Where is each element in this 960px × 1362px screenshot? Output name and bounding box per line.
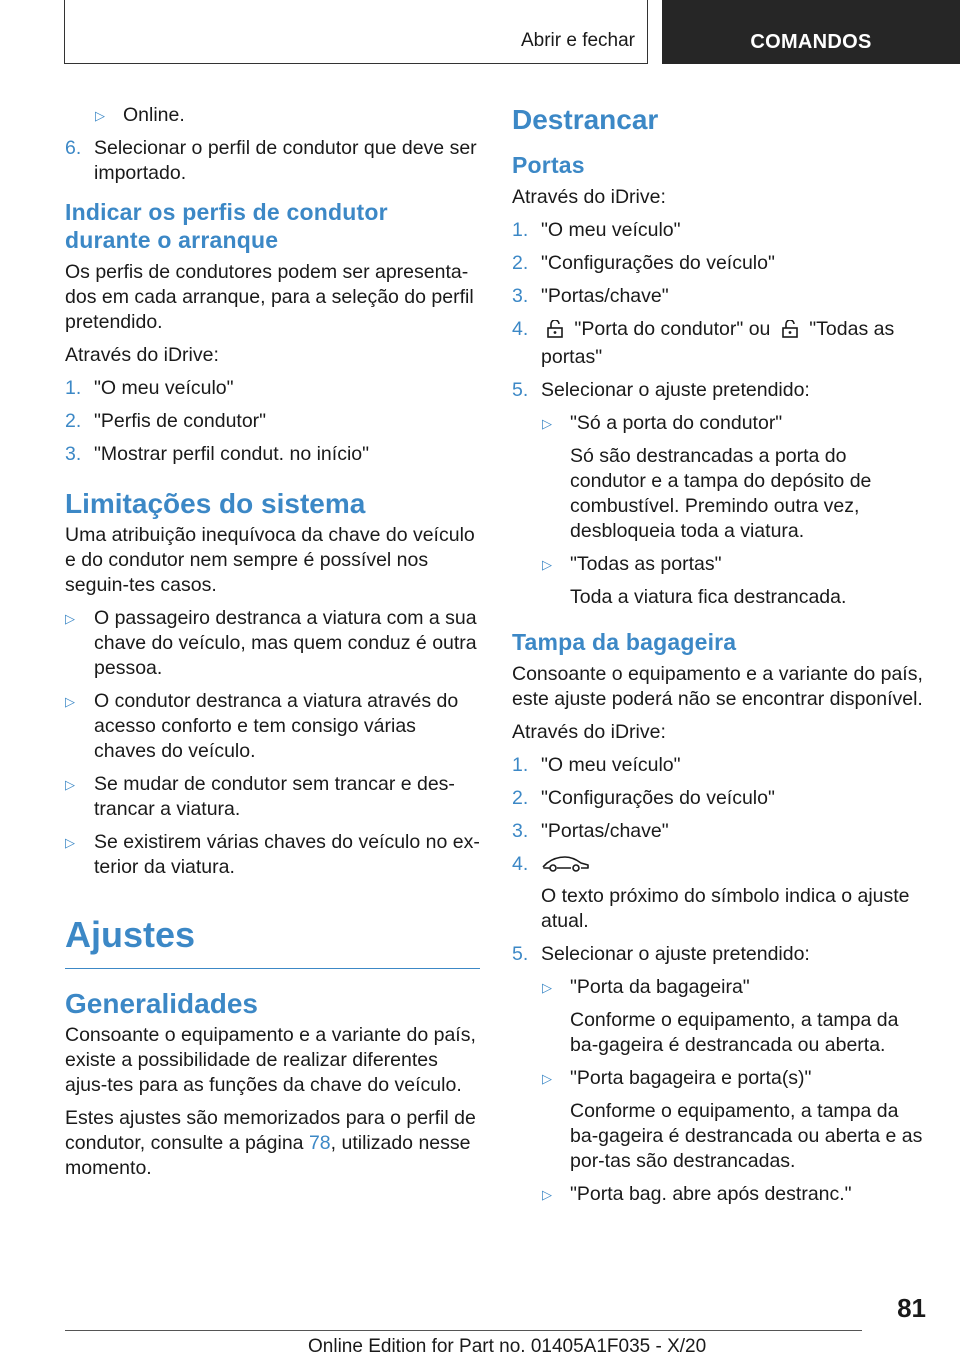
list-item	[65, 689, 480, 764]
step-number: 4.	[512, 853, 529, 875]
step-text: "Configurações do veículo"	[541, 252, 775, 274]
list-item	[65, 830, 480, 880]
option-label: "Todas as portas"	[570, 553, 722, 575]
step-text: "Porta do condutor" ou	[574, 318, 771, 340]
list-item	[512, 218, 927, 243]
step-number: 1.	[512, 219, 529, 241]
step-text: "Mostrar perfil condut. no início"	[94, 443, 370, 465]
heading-tampa-bagageira: Tampa da bagageira	[512, 629, 737, 655]
option-description: Só são destrancadas a porta do condutor e a tampa do depósito de combustível. Premindo outra vez, desbloqueia toda a viatura.	[570, 445, 872, 542]
option-description: Toda a viatura fica destrancada.	[570, 586, 847, 608]
step-text: Selecionar o ajuste pretendido:	[541, 943, 810, 965]
step-text: "Portas/chave"	[541, 285, 669, 307]
option-label: "Porta da bagageira"	[570, 976, 750, 998]
step-number: 5.	[512, 379, 529, 401]
bullet-text: Se mudar de condutor sem trancar e des-trancar a viatura.	[94, 773, 455, 820]
step-text: Selecionar o perfil de condutor que deve ser importado.	[94, 137, 477, 184]
list-item	[512, 975, 927, 1000]
heading-destrancar: Destrancar	[512, 104, 659, 135]
step-number: 1.	[65, 377, 82, 399]
left-column	[65, 103, 480, 1189]
heading-ajustes: Ajustes	[65, 914, 480, 969]
heading-portas: Portas	[512, 152, 585, 178]
paragraph-tampa: Consoante o equipamento e a variante do país, este ajuste poderá não se encontrar disponível.	[512, 663, 923, 710]
page-number: 81	[897, 1293, 926, 1323]
page-link[interactable]: 78	[308, 1132, 331, 1154]
list-item	[512, 819, 927, 844]
triangle-right-icon: ▷	[542, 1071, 552, 1086]
step-number: 2.	[512, 252, 529, 274]
triangle-right-icon: ▷	[542, 557, 552, 572]
bullet-list	[65, 606, 480, 880]
door-unlock-icon	[780, 320, 800, 345]
list-item	[512, 852, 927, 880]
paragraph-idrive: Através do iDrive:	[65, 344, 219, 366]
step-number: 2.	[512, 787, 529, 809]
option-description: Conforme o equipamento, a tampa da ba-gageira é destrancada ou aberta.	[570, 1009, 899, 1056]
paragraph-indicar: Os perfis de condutores podem ser apresenta-dos em cada arranque, para a seleção do perfil pretendido.	[65, 261, 474, 333]
triangle-right-icon: ▷	[65, 611, 75, 626]
triangle-right-icon: ▷	[65, 835, 75, 850]
list-item	[512, 786, 927, 811]
step-number: 3.	[512, 285, 529, 307]
step-text: "O meu veículo"	[94, 377, 234, 399]
paragraph-limitacoes: Uma atribuição inequívoca da chave do veículo e do condutor nem sempre é possível nos seguin-tes casos.	[65, 524, 475, 596]
list-item	[65, 376, 480, 401]
step-number: 6.	[65, 137, 82, 159]
list-item	[65, 442, 480, 467]
step-description: O texto próximo do símbolo indica o ajuste atual.	[541, 885, 910, 932]
door-unlock-icon	[545, 320, 565, 345]
list-item	[512, 411, 927, 436]
step-text: "Todas as portas"	[541, 318, 895, 368]
header-chapter-tab: COMANDOS	[662, 0, 960, 64]
triangle-right-icon: ▷	[65, 694, 75, 709]
heading-generalidades: Generalidades	[65, 988, 258, 1019]
triangle-right-icon: ▷	[65, 777, 75, 792]
bullet-text: O passageiro destranca a viatura com a sua chave do veículo, mas quem conduz é outra pessoa.	[94, 607, 477, 679]
triangle-right-icon: ▷	[542, 980, 552, 995]
option-label: "Só a porta do condutor"	[570, 412, 783, 434]
list-item	[65, 136, 480, 186]
step-text: "Perfis de condutor"	[94, 410, 267, 432]
list-item	[512, 317, 927, 370]
header-frame	[64, 0, 648, 64]
list-item	[512, 1182, 927, 1207]
step-number: 4.	[512, 318, 529, 340]
list-item	[65, 772, 480, 822]
header-section-title: Abrir e fechar	[520, 30, 635, 51]
list-item	[65, 103, 480, 128]
triangle-right-icon: ▷	[542, 1187, 552, 1202]
step-number: 3.	[512, 820, 529, 842]
triangle-right-icon: ▷	[542, 416, 552, 431]
bullet-text: O condutor destranca a viatura através do acesso conforto e tem consigo várias chaves do veículo.	[94, 690, 459, 762]
list-item	[65, 409, 480, 434]
list-item	[512, 942, 927, 967]
footer-edition: Online Edition for Part no. 01405A1F035 - X/20	[308, 1336, 707, 1357]
step-number: 2.	[65, 410, 82, 432]
steps-list	[65, 376, 480, 467]
step-text: "O meu veículo"	[541, 219, 681, 241]
list-item	[512, 552, 927, 577]
paragraph-generalidades: Consoante o equipamento e a variante do país, existe a possibilidade de realizar diferentes ajus-tes para as funções da chave do veículo.	[65, 1024, 476, 1096]
step-text: "O meu veículo"	[541, 754, 681, 776]
heading-indicar-perfis: Indicar os perfis de condutor durante o arranque	[65, 199, 388, 253]
option-label: "Porta bag. abre após destranc."	[570, 1183, 852, 1205]
bullet-text: Se existirem várias chaves do veículo no ex-terior da viatura.	[94, 831, 480, 878]
triangle-right-icon: ▷	[95, 108, 105, 123]
list-item	[512, 378, 927, 403]
memo-text-a: Estes ajustes são memorizados para o perfil de condutor, consulte a página	[65, 1107, 476, 1154]
list-item	[65, 606, 480, 681]
heading-limitacoes: Limitações do sistema	[65, 488, 366, 519]
bullet-online: Online.	[123, 104, 185, 126]
step-text: "Configurações do veículo"	[541, 787, 775, 809]
list-item	[512, 753, 927, 778]
list-item	[512, 284, 927, 309]
list-item	[512, 1066, 927, 1091]
option-description: Conforme o equipamento, a tampa da ba-gageira é destrancada ou aberta e as por-tas são destrancadas.	[570, 1100, 923, 1172]
footer-divider	[65, 1330, 862, 1331]
option-label: "Porta bagageira e porta(s)"	[570, 1067, 812, 1089]
car-icon	[541, 853, 591, 880]
step-text: "Portas/chave"	[541, 820, 669, 842]
memo-text-b: , utilizado nesse momento.	[65, 1132, 471, 1179]
step-number: 1.	[512, 754, 529, 776]
paragraph-idrive: Através do iDrive:	[512, 186, 666, 208]
step-number: 3.	[65, 443, 82, 465]
step-number: 5.	[512, 943, 529, 965]
paragraph-idrive-2: Através do iDrive:	[512, 721, 666, 743]
step-text: Selecionar o ajuste pretendido:	[541, 379, 810, 401]
right-column	[512, 103, 927, 1215]
list-item	[512, 251, 927, 276]
paragraph-memorizados	[65, 1106, 480, 1181]
